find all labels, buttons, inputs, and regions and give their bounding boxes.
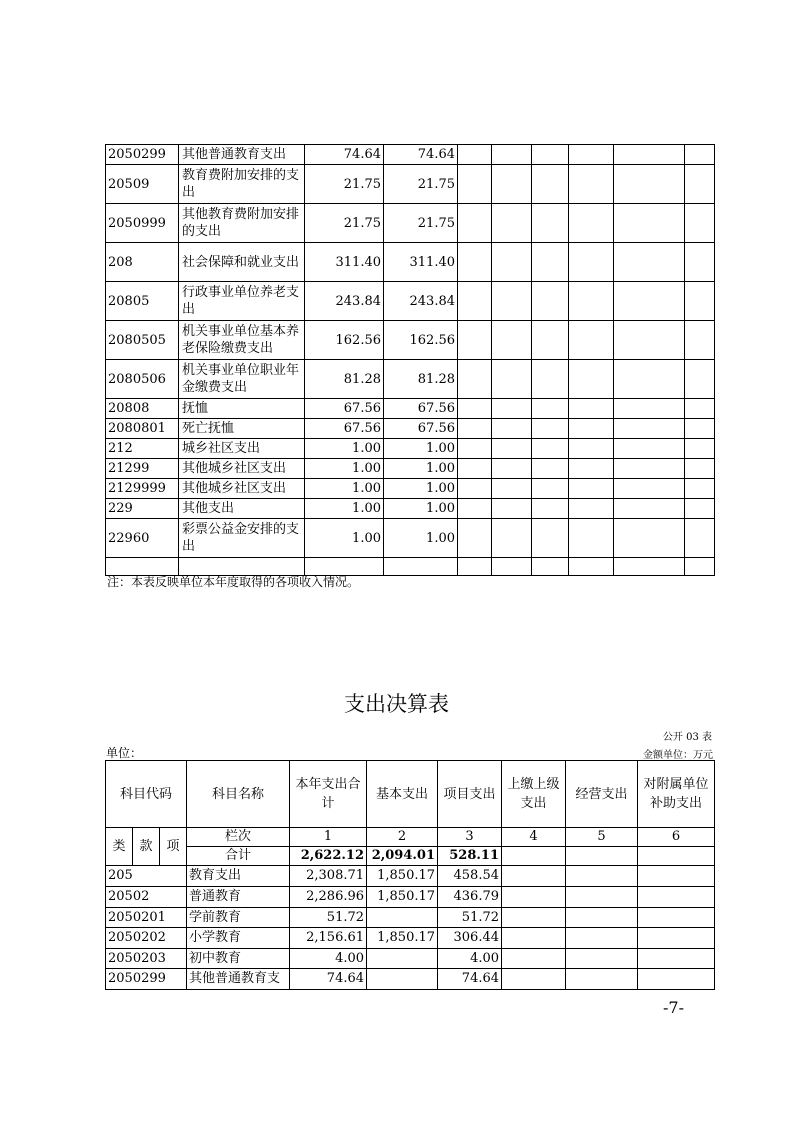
basic-value: 1.00 <box>384 459 458 479</box>
total-value: 21.75 <box>305 165 384 204</box>
empty-cell <box>685 399 715 419</box>
empty-cell <box>532 321 569 360</box>
column-number: 6 <box>638 828 715 847</box>
empty-cell <box>614 243 685 282</box>
empty-cell <box>566 928 638 949</box>
empty-cell <box>458 439 492 459</box>
empty-cell <box>569 282 614 321</box>
empty-cell <box>492 165 532 204</box>
total-value: 1.00 <box>305 439 384 459</box>
empty-cell <box>492 360 532 399</box>
empty-cell <box>638 928 715 949</box>
empty-cell <box>532 243 569 282</box>
subject-name: 普通教育 <box>187 887 290 908</box>
empty-cell <box>569 499 614 519</box>
subject-code: 2050299 <box>106 145 179 165</box>
subject-code: 2050201 <box>106 908 187 928</box>
empty-cell <box>569 204 614 243</box>
empty-cell <box>569 145 614 165</box>
subject-name: 教育费附加安排的支出 <box>179 165 305 204</box>
empty-cell <box>685 419 715 439</box>
total-value: 1.00 <box>305 499 384 519</box>
header-subsidy: 对附属单位补助支出 <box>638 761 715 828</box>
basic-value: 1.00 <box>384 519 458 558</box>
empty-cell <box>569 459 614 479</box>
empty-cell <box>614 459 685 479</box>
empty-cell <box>569 519 614 558</box>
subject-name: 其他普通教育支 <box>187 969 290 990</box>
header-lei: 类 <box>106 828 133 866</box>
table-row <box>106 479 715 499</box>
empty-cell <box>532 419 569 439</box>
subject-code: 21299 <box>106 459 179 479</box>
total-value: 1.00 <box>305 459 384 479</box>
column-number: 2 <box>367 828 438 847</box>
total-value: 81.28 <box>305 360 384 399</box>
total-value: 311.40 <box>305 243 384 282</box>
empty-cell <box>458 243 492 282</box>
empty-cell <box>532 439 569 459</box>
empty-cell <box>502 887 566 908</box>
subject-name: 教育支出 <box>187 866 290 887</box>
empty-cell <box>685 499 715 519</box>
empty-cell <box>569 479 614 499</box>
empty-cell <box>566 949 638 969</box>
empty-cell <box>614 321 685 360</box>
total-value: 51.72 <box>290 908 367 928</box>
page-number: -7- <box>663 998 684 1017</box>
project-value: 74.64 <box>438 969 502 990</box>
table-row <box>106 399 715 419</box>
table-row <box>106 519 715 558</box>
empty-cell <box>566 969 638 990</box>
subject-code: 2050203 <box>106 949 187 969</box>
empty-cell <box>502 928 566 949</box>
table-row <box>106 243 715 282</box>
column-number-row <box>106 828 715 847</box>
total-value: 243.84 <box>305 282 384 321</box>
total-value: 2,308.71 <box>290 866 367 887</box>
unit-label: 单位： <box>106 746 143 760</box>
empty-cell <box>532 204 569 243</box>
header-xiang: 项 <box>160 828 187 866</box>
total-label: 合计 <box>187 847 290 866</box>
empty-cell <box>384 558 458 576</box>
subject-code: 20502 <box>106 887 187 908</box>
basic-value: 21.75 <box>384 165 458 204</box>
table-row <box>106 928 715 949</box>
table-row <box>106 499 715 519</box>
subject-name: 其他支出 <box>179 499 305 519</box>
empty-cell <box>458 165 492 204</box>
table-note: 注：本表反映单位本年度取得的各项收入情况。 <box>107 575 360 589</box>
basic-value: 311.40 <box>384 243 458 282</box>
subject-code: 20808 <box>106 399 179 419</box>
total-value: 2,286.96 <box>290 887 367 908</box>
basic-value: 1,850.17 <box>367 866 438 887</box>
empty-cell <box>569 558 614 576</box>
basic-value: 81.28 <box>384 360 458 399</box>
empty-cell <box>614 282 685 321</box>
subject-name: 死亡抚恤 <box>179 419 305 439</box>
empty-cell <box>685 145 715 165</box>
subject-name: 学前教育 <box>187 908 290 928</box>
column-number: 5 <box>566 828 638 847</box>
header-business: 经营支出 <box>566 761 638 828</box>
empty-cell <box>614 204 685 243</box>
subject-code: 2080506 <box>106 360 179 399</box>
subject-code: 208 <box>106 243 179 282</box>
basic-value: 21.75 <box>384 204 458 243</box>
subject-code: 22960 <box>106 519 179 558</box>
empty-cell <box>685 321 715 360</box>
column-number: 3 <box>438 828 502 847</box>
basic-value: 2,094.01 <box>367 847 438 866</box>
form-number: 公开 03 表 <box>662 732 712 743</box>
basic-value: 1.00 <box>384 479 458 499</box>
page-title: 支出决算表 <box>344 692 449 716</box>
empty-cell <box>638 887 715 908</box>
basic-value <box>367 969 438 990</box>
subject-name: 机关事业单位职业年金缴费支出 <box>179 360 305 399</box>
basic-value: 1.00 <box>384 439 458 459</box>
total-value: 2,156.61 <box>290 928 367 949</box>
empty-cell <box>502 866 566 887</box>
project-value: 528.11 <box>438 847 502 866</box>
empty-cell <box>685 243 715 282</box>
project-value: 458.54 <box>438 866 502 887</box>
empty-cell <box>458 360 492 399</box>
empty-cell <box>502 969 566 990</box>
subject-code: 20805 <box>106 282 179 321</box>
project-value: 51.72 <box>438 908 502 928</box>
empty-cell <box>532 399 569 419</box>
header-lanci: 栏次 <box>187 828 290 847</box>
subject-name: 城乡社区支出 <box>179 439 305 459</box>
project-value: 436.79 <box>438 887 502 908</box>
empty-cell <box>685 360 715 399</box>
empty-cell <box>614 519 685 558</box>
empty-cell <box>685 479 715 499</box>
header-name: 科目名称 <box>187 761 290 828</box>
header-kuan: 款 <box>133 828 160 866</box>
empty-cell <box>614 499 685 519</box>
subject-code: 2050999 <box>106 204 179 243</box>
empty-cell <box>532 499 569 519</box>
empty-cell <box>685 459 715 479</box>
empty-cell <box>458 558 492 576</box>
basic-value: 67.56 <box>384 399 458 419</box>
empty-cell <box>532 360 569 399</box>
subject-name: 初中教育 <box>187 949 290 969</box>
empty-cell <box>614 165 685 204</box>
amount-unit: 金额单位：万元 <box>643 750 713 761</box>
table-row <box>106 145 715 165</box>
empty-cell <box>532 479 569 499</box>
subject-name: 小学教育 <box>187 928 290 949</box>
empty-cell <box>638 969 715 990</box>
total-value: 21.75 <box>305 204 384 243</box>
total-value: 74.64 <box>290 969 367 990</box>
empty-cell <box>569 165 614 204</box>
empty-cell <box>685 439 715 459</box>
table-row <box>106 360 715 399</box>
subject-name: 社会保障和就业支出 <box>179 243 305 282</box>
empty-cell <box>614 360 685 399</box>
total-value: 4.00 <box>290 949 367 969</box>
empty-cell <box>569 399 614 419</box>
subject-name: 彩票公益金安排的支出 <box>179 519 305 558</box>
project-value: 306.44 <box>438 928 502 949</box>
empty-cell <box>566 866 638 887</box>
empty-cell <box>532 558 569 576</box>
total-value: 67.56 <box>305 419 384 439</box>
basic-value: 1,850.17 <box>367 887 438 908</box>
total-value: 1.00 <box>305 519 384 558</box>
subject-name: 其他普通教育支出 <box>179 145 305 165</box>
table-row <box>106 887 715 908</box>
empty-cell <box>458 519 492 558</box>
total-value: 1.00 <box>305 479 384 499</box>
total-row <box>106 847 715 866</box>
empty-cell <box>532 519 569 558</box>
empty-cell <box>566 887 638 908</box>
empty-cell <box>569 419 614 439</box>
empty-cell <box>685 165 715 204</box>
empty-cell <box>685 558 715 576</box>
empty-cell <box>614 145 685 165</box>
basic-value <box>367 908 438 928</box>
table-row <box>106 866 715 887</box>
table-row <box>106 282 715 321</box>
empty-cell <box>492 282 532 321</box>
basic-value: 162.56 <box>384 321 458 360</box>
table-row <box>106 439 715 459</box>
empty-cell <box>458 204 492 243</box>
empty-cell <box>614 399 685 419</box>
subject-code: 2129999 <box>106 479 179 499</box>
table-row <box>106 908 715 928</box>
empty-cell <box>532 145 569 165</box>
subject-code: 20509 <box>106 165 179 204</box>
empty-cell <box>458 399 492 419</box>
empty-cell <box>638 866 715 887</box>
empty-cell <box>532 282 569 321</box>
empty-cell <box>532 165 569 204</box>
total-value: 67.56 <box>305 399 384 419</box>
header-row <box>106 761 715 828</box>
empty-cell <box>492 419 532 439</box>
total-value: 74.64 <box>305 145 384 165</box>
empty-cell <box>566 847 638 866</box>
empty-cell <box>492 459 532 479</box>
subject-name: 行政事业单位养老支出 <box>179 282 305 321</box>
empty-cell <box>569 439 614 459</box>
empty-cell <box>458 321 492 360</box>
basic-value <box>367 949 438 969</box>
basic-value: 67.56 <box>384 419 458 439</box>
table-row <box>106 969 715 990</box>
empty-cell <box>569 243 614 282</box>
empty-cell <box>566 908 638 928</box>
empty-cell <box>458 419 492 439</box>
empty-cell <box>502 847 566 866</box>
empty-cell <box>685 204 715 243</box>
table-row <box>106 949 715 969</box>
empty-cell <box>638 847 715 866</box>
empty-cell <box>569 321 614 360</box>
header-basic: 基本支出 <box>367 761 438 828</box>
empty-cell <box>614 439 685 459</box>
basic-value: 1.00 <box>384 499 458 519</box>
empty-cell <box>492 321 532 360</box>
subject-code: 2050299 <box>106 969 187 990</box>
header-project: 项目支出 <box>438 761 502 828</box>
expenditure-table <box>105 760 715 990</box>
table-row <box>106 204 715 243</box>
project-value: 4.00 <box>438 949 502 969</box>
empty-cell <box>492 558 532 576</box>
subject-code: 205 <box>106 866 187 887</box>
table-row <box>106 419 715 439</box>
empty-cell <box>502 908 566 928</box>
empty-cell <box>458 282 492 321</box>
empty-cell <box>458 459 492 479</box>
table-row <box>106 459 715 479</box>
basic-value: 1,850.17 <box>367 928 438 949</box>
subject-code: 212 <box>106 439 179 459</box>
empty-cell <box>492 145 532 165</box>
column-number: 1 <box>290 828 367 847</box>
basic-value: 74.64 <box>384 145 458 165</box>
empty-cell <box>638 949 715 969</box>
empty-cell <box>685 282 715 321</box>
empty-cell <box>492 479 532 499</box>
empty-cell <box>492 519 532 558</box>
table-row <box>106 165 715 204</box>
empty-cell <box>492 243 532 282</box>
header-upper: 上缴上级支出 <box>502 761 566 828</box>
subject-code: 2080801 <box>106 419 179 439</box>
empty-cell <box>502 949 566 969</box>
empty-cell <box>685 519 715 558</box>
subject-name: 其他城乡社区支出 <box>179 479 305 499</box>
empty-cell <box>532 459 569 479</box>
total-value: 2,622.12 <box>290 847 367 866</box>
empty-cell <box>614 419 685 439</box>
empty-cell <box>458 479 492 499</box>
empty-cell <box>458 499 492 519</box>
header-total: 本年支出合计 <box>290 761 367 828</box>
income-table-continuation <box>105 144 715 576</box>
header-code: 科目代码 <box>106 761 187 828</box>
total-value: 162.56 <box>305 321 384 360</box>
table-row <box>106 321 715 360</box>
empty-cell <box>614 558 685 576</box>
empty-cell <box>492 204 532 243</box>
empty-cell <box>638 908 715 928</box>
empty-cell <box>569 360 614 399</box>
subject-name: 抚恤 <box>179 399 305 419</box>
empty-cell <box>492 399 532 419</box>
subject-code: 2050202 <box>106 928 187 949</box>
empty-cell <box>492 439 532 459</box>
subject-name: 其他教育费附加安排的支出 <box>179 204 305 243</box>
empty-cell <box>614 479 685 499</box>
empty-cell <box>458 145 492 165</box>
subject-name: 其他城乡社区支出 <box>179 459 305 479</box>
subject-code: 229 <box>106 499 179 519</box>
basic-value: 243.84 <box>384 282 458 321</box>
subject-name: 机关事业单位基本养老保险缴费支出 <box>179 321 305 360</box>
subject-code: 2080505 <box>106 321 179 360</box>
column-number: 4 <box>502 828 566 847</box>
empty-cell <box>492 499 532 519</box>
